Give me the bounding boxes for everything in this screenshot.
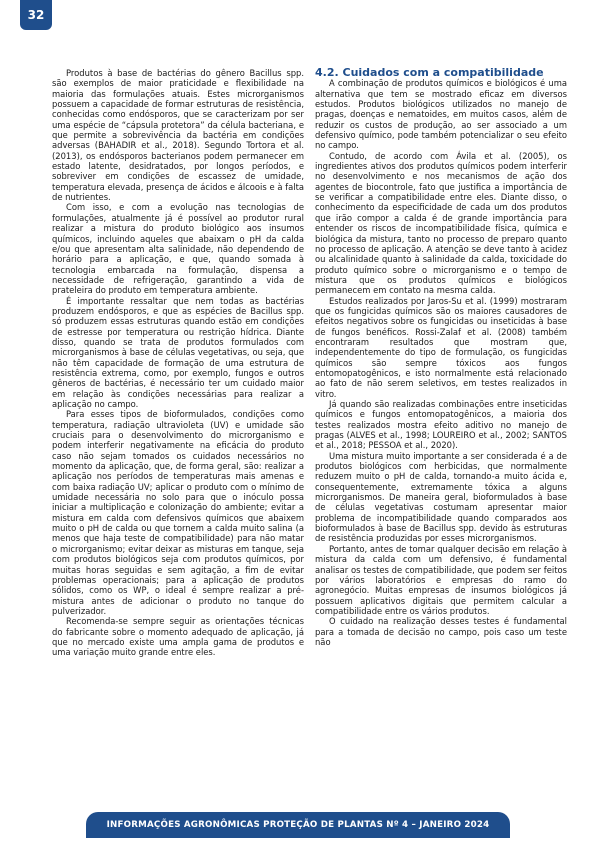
right-column xyxy=(315,68,567,647)
paragraph: A combinação de produtos químicos e biológicos é uma alternativa que tem se mostrado eficaz em diversos estudos. Produtos biológicos utilizados no manejo de pragas, doenças e nematoides, em muitos casos, além de reduzir os custos de produção, ao ser associado a um defensivo químico, pode também potencializar o seu efeito no campo. xyxy=(315,78,567,151)
paragraph: Produtos à base de bactérias do gênero Bacillus spp. são exemplos de maior praticidade e flexibilidade na maioria das formulações atuais. Estes microrganismos possuem a capacidade de formar estruturas de resistência, conhecidas como endósporos, que se caracterizam por ser uma espécie de “cápsula protetora” da célula bacteriana, e que permite a sobrevivência da bactéria em condições adversas (BAHADIR et al., 2018). Segundo Tortora et al. (2013), os endósporos bacterianos podem permanecer em estado latente, desidratados, por longos períodos, e sobreviver em condições de escassez de umidade, temperatura elevada, presença de ácidos e álcoois e à falta de nutrientes. xyxy=(52,68,304,203)
paragraph: Recomenda-se sempre seguir as orientações técnicas do fabricante sobre o momento adequado de aplicação, já que no mercado existe uma ampla gama de produtos e uma variação muito grande entre eles. xyxy=(52,616,304,658)
page-number: 32 xyxy=(20,0,52,30)
paragraph: O cuidado na realização desses testes é fundamental para a tomada de decisão no campo, pois caso um teste não xyxy=(315,616,567,647)
paragraph: Com isso, e com a evolução nas tecnologias de formulações, atualmente já é possível ao produtor rural realizar a mistura do produto biológico aos insumos químicos, incluindo aqueles que abaixam o pH da calda e/ou que apresentam alta salinidade, não dependendo de horário para a aplicação, e que, quando somada à tecnologia embarcada na formulação, dispensa a necessidade de refrigeração, garantindo a vida de prateleira do produto em temperatura ambiente. xyxy=(52,202,304,296)
section-title: 4.2. Cuidados com a compatibilidade xyxy=(315,66,544,79)
left-column xyxy=(52,68,304,658)
paragraph: Contudo, de acordo com Ávila et al. (2005), os ingredientes ativos dos produtos químicos podem interferir no desenvolvimento e nos mecanismos de ação dos agentes de biocontrole, fato que justifica a importância de se verificar a compatibilidade entre eles. Diante disso, o conhecimento da especificidade de cada um dos produtos que irão compor a calda é de grande importância para entender os riscos de incompatibilidade física, química e biológica da mistura, tanto no processo de preparo quanto no processo de aplicação. A atenção se deve tanto à acidez ou alcalinidade quanto à salinidade da calda, toxicidade do produto químico sobre o microrganismo e o tempo de mistura que os produtos químicos e biológicos permanecem em contato na mesma calda. xyxy=(315,150,567,296)
paragraph: Portanto, antes de tomar qualquer decisão em relação à mistura da calda com um defensivo, é fundamental analisar os testes de compatibilidade, que podem ser feitos por vários laboratórios e empresas do ramo do agronegócio. Muitas empresas de insumos biológicos já possuem aplicativos digitais que permitem calcular a compatibilidade entre os vários produtos. xyxy=(315,543,567,616)
paragraph: Para esses tipos de bioformulados, condições como temperatura, radiação ultravioleta (UV) e umidade são cruciais para o desenvolvimento do microrganismo e podem interferir negativamente na eficácia do produto caso não sejam tomados os cuidados necessários no momento da aplicação, que, de forma geral, são: realizar a aplicação nos períodos de temperaturas mais amenas e com baixa radiação UV; aplicar o produto com o mínimo de umidade necessária no solo para que o inóculo possa iniciar a multiplicação e colonização do ambiente; evitar a mistura em calda com defensivos químicos que abaixem muito o pH de calda ou que tornem a calda muito salina (a menos que haja teste de compatibilidade) para não matar o microrganismo; evitar deixar as misturas em tanque, seja com produtos biológicos seja com produtos químicos, por muitas horas seguidas e sem agitação, a fim de evitar problemas operacionais; para a aplicação de produtos sólidos, como os WP, o ideal é sempre realizar a pré-mistura antes de adicionar o produto no tanque do pulverizador. xyxy=(52,409,304,616)
footer-banner xyxy=(86,812,510,838)
footer-text: INFORMAÇÕES AGRONÔMICAS PROTEÇÃO DE PLANTAS Nº 4 – JANEIRO 2024 xyxy=(106,820,490,830)
paragraph: Uma mistura muito importante a ser considerada é a de produtos biológicos com herbicidas, que normalmente reduzem muito o pH de calda, tornando-a muito ácida e, consequentemente, extremamente tóxica a alguns microrganismos. De maneira geral, bioformulados à base de células vegetativas costumam apresentar maior problema de incompatibilidade quando comparados aos bioformulados à base de Bacillus spp. devido às estruturas de resistência produzidas por esses microrganismos. xyxy=(315,450,567,544)
paragraph: Estudos realizados por Jaros-Su et al. (1999) mostraram que os fungicidas químicos são os maiores causadores de efeitos negativos sobre os fungicidas ou inseticidas à base de fungos benéficos. Rossi-Zalaf et al. (2008) também encontraram resultados que mostram que, independentemente do tipo de formulação, os fungicidas químicos são sempre tóxicos aos fungos entomopatogênicos, e isto normalmente está relacionado ao fato de não serem seletivos, em testes realizados in vitro. xyxy=(315,295,567,399)
paragraph: Já quando são realizadas combinações entre inseticidas químicos e fungos entomopatogênicos, a maioria dos testes realizados mostra efeito aditivo no manejo de pragas (ALVES et al., 1998; LOUREIRO et al., 2002; SANTOS et al., 2018; PESSOA et al., 2020). xyxy=(315,399,567,451)
paragraph: É importante ressaltar que nem todas as bactérias produzem endósporos, e que as espécies de Bacillus spp. só produzem essas estruturas quando estão em condições de estresse por temperatura ou restrição hídrica. Diante disso, quando se trata de produtos formulados com microrganismos à base de células vegetativas, ou seja, que não têm capacidade de formação de uma estrutura de resistência extrema, como, por exemplo, fungos e outros gêneros de bactérias, é necessário ter um cuidado maior em relação às condições necessárias para realizar a aplicação no campo. xyxy=(52,295,304,409)
